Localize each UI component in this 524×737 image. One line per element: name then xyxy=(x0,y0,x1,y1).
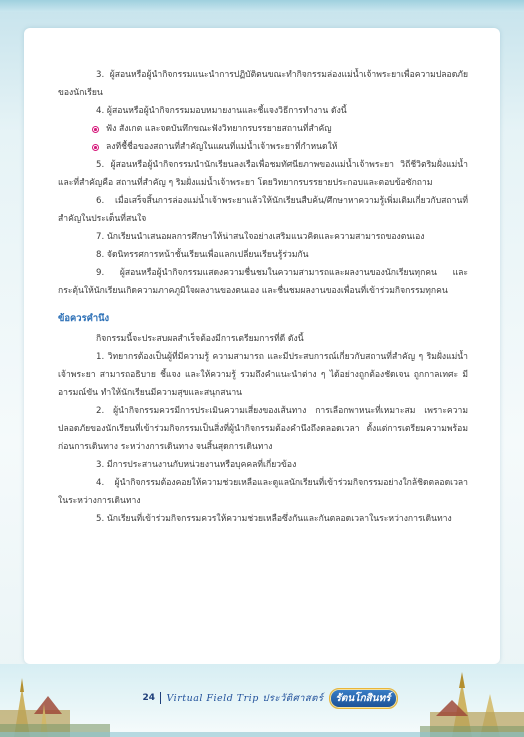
book-logo: รัตนโกสินทร์ xyxy=(329,688,398,709)
section-heading: ข้อควรคำนึง xyxy=(58,313,110,324)
paragraph-step-5: 5. ผู้สอนหรือผู้นำกิจกรรมนำนักเรียนลงเรือเพื่อชมทัศนียภาพของแม่น้ำเจ้าพระยา วิถีชีวิตริมฝั่งแม่น้ำ และที่สำคัญคือ สถานที่สำคัญ ๆ ริมฝั่งแม่น้ำเจ้าพระยา โดยวิทยากรบรรยายประกอบและตอบข้อซักถาม xyxy=(58,160,468,188)
paragraph-step-7: 7. นักเรียนนำเสนอผลการศึกษาให้น่าสนใจอย่างเสริมแนวคิดและความสามารถของตนเอง xyxy=(96,232,425,242)
page-footer xyxy=(120,686,420,710)
left-temple-icon xyxy=(0,678,110,737)
river-strip xyxy=(0,732,524,737)
top-border xyxy=(0,0,524,12)
bullet-icon xyxy=(92,144,99,151)
bullet-text: ลงทีชื้ชื่อของสถานที่สำคัญในแผนที่แม่น้ำเจ้าพระยาที่กำหนดให้ xyxy=(106,142,338,152)
paragraph-step-6: 6. เมื่อเสร็จสิ้นการล่องแม่น้ำเจ้าพระยาแล้วให้นักเรียนสืบค้น/ศึกษาหาความรู้เพิ่มเติมเกี่ยวกับสถานที่สำคัญในประเด็นที่สนใจ xyxy=(58,196,468,224)
footer-title: Virtual Field Trip ประวัติศาสตร์ xyxy=(166,692,324,704)
paragraph-step-4: 4. ผู้สอนหรือผู้นำกิจกรรมมอบหมายงานและชี้แจงวิธีการทำงาน ดังนี้ xyxy=(96,106,347,116)
paragraph-step-8: 8. จัดนิทรรศการหน้าชั้นเรียนเพื่อแลกเปลี่ยนเรียนรู้ร่วมกัน xyxy=(96,250,309,260)
recommendation-item-5: 5. นักเรียนที่เข้าร่วมกิจกรรมควรให้ความช่วยเหลือซึ่งกันและกันตลอดเวลาในระหว่างการเดินทาง xyxy=(96,514,452,524)
list-item xyxy=(58,138,468,156)
footer-divider xyxy=(160,692,162,704)
section-intro: กิจกรรมนี้จะประสบผลสำเร็จต้องมีการเตรียมการที่ดี ดังนี้ xyxy=(96,334,304,344)
bullet-icon xyxy=(92,126,99,133)
recommendation-item-3: 3. มีการประสานงานกับหน่วยงานหรือบุคคลที่เกี่ยวข้อง xyxy=(96,460,297,470)
list-item xyxy=(58,120,468,138)
paragraph-step-9: 9. ผู้สอนหรือผู้นำกิจกรรมแสดงความชื่นชมในความสามารถและผลงานของนักเรียนทุกคน และกระตุ้นให้นักเรียนเกิดความภาคภูมิใจผลงานของตนเอง และชื่นชมผลงานของเพื่อนที่เข้าร่วมกิจกรรมทุกคน xyxy=(58,268,468,296)
bullet-text: ฟัง สังเกต และจดบันทึกขณะฟังวิทยากรบรรยายสถานที่สำคัญ xyxy=(106,124,332,134)
recommendation-item-2: 2. ผู้นำกิจกรรมควรมีการประเมินความเสี่ยงของเส้นทาง การเลือกพาหนะที่เหมาะสม เพราะความปลอดภัยของนักเรียนที่เข้าร่วมกิจกรรมเป็นสิ่งที่ผู้นำกิจกรรมต้องคำนึงถึงตลอดเวลา ตั้งแต่การเตรียมความพร้อมก่อนการเดินทาง ระหว่างการเดินทาง จนสิ้นสุดการเดินทาง xyxy=(58,406,468,452)
recommendation-item-1: 1. วิทยากรต้องเป็นผู้ที่มีความรู้ ความสามารถ และมีประสบการณ์เกี่ยวกับสถานที่สำคัญ ๆ ริมฝั่งแม่น้ำเจ้าพระยา สามารถอธิบาย ชี้แจง และให้ความรู้ รวมถึงคำแนะนำต่าง ๆ ได้อย่างถูกต้องชัดเจน ถูกกาลเทศะ มีอารมณ์ขัน ทำให้นักเรียนมีความสุขและสนุกสนาน xyxy=(58,352,468,398)
page-number: 24 xyxy=(142,693,155,703)
paragraph-step-3: 3. ผู้สอนหรือผู้นำกิจกรรมแนะนำการปฏิบัติตนขณะทำกิจกรรมล่องแม่น้ำเจ้าพระยาเพื่อความปลอดภัยของนักเรียน xyxy=(58,70,468,98)
right-temple-icon xyxy=(420,672,524,737)
document-body xyxy=(58,66,468,528)
recommendation-item-4: 4. ผู้นำกิจกรรมต้องคอยให้ความช่วยเหลือและดูแลนักเรียนที่เข้าร่วมกิจกรรมอย่างใกล้ชิดตลอดเวลาในระหว่างการเดินทาง xyxy=(58,478,468,506)
